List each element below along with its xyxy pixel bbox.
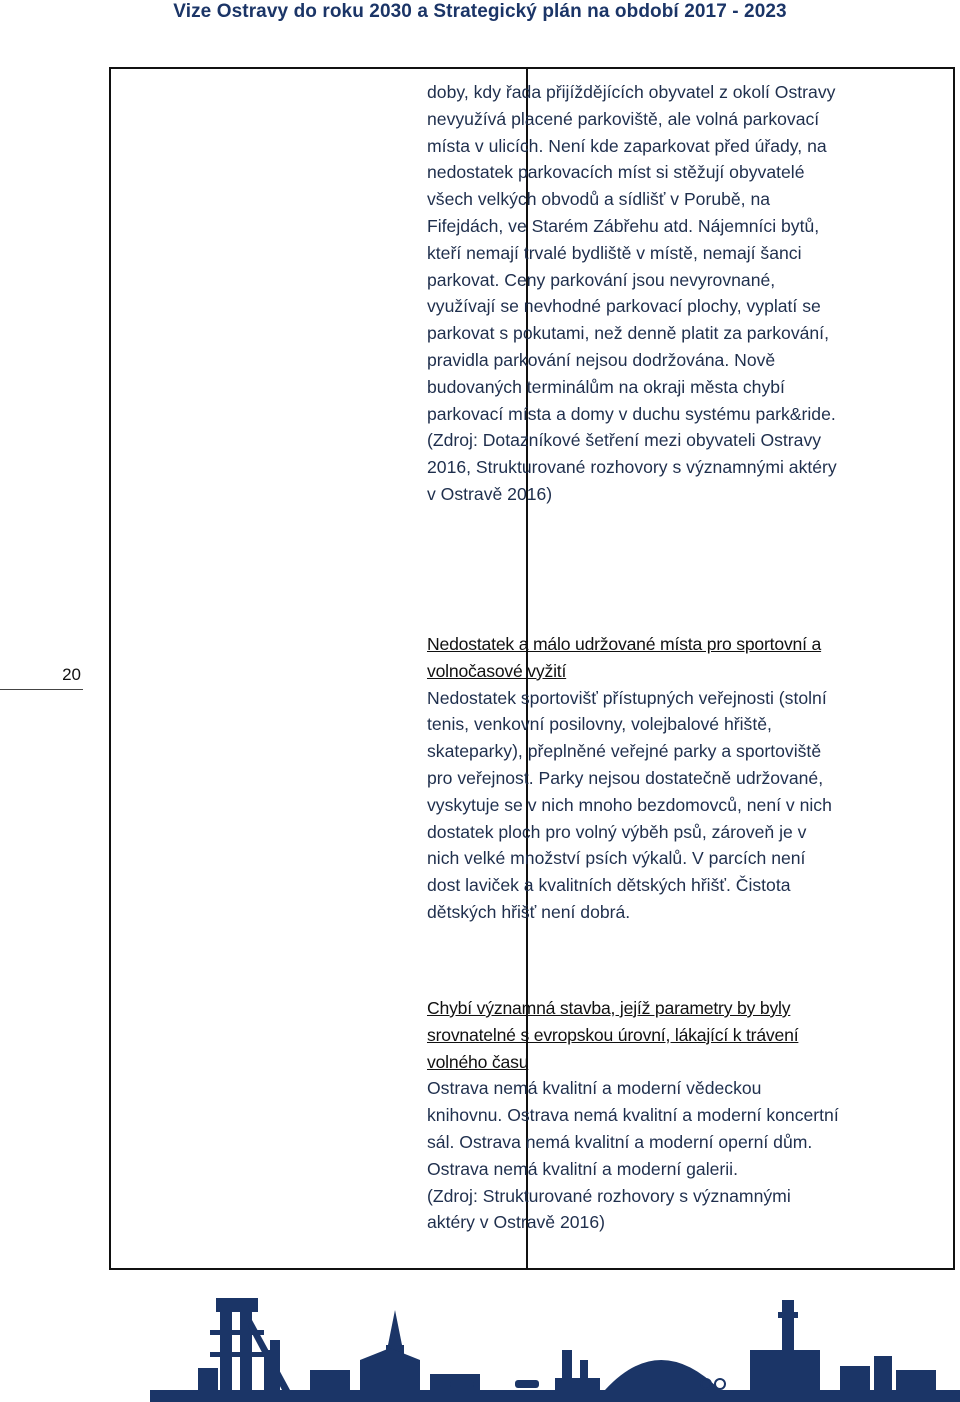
car-icon [515, 1380, 539, 1388]
arena-dome-icon [605, 1360, 720, 1390]
building-block [310, 1370, 350, 1390]
car-icon [450, 1380, 474, 1388]
cell-paragraph: Nedostatek sportovišť přístupných veřejnosti (stolní tenis, venkovní posilovny, volejbalové hřiště, skateparky), přeplněné veřejné parky a sportoviště pro veřejnost. Parky nejsou dostatečně udržované, vyskytuje se v nich mnoho bezdomovců, není v nich dostatek ploch pro volný výběh psů, zároveň je v nich velké množství psích výkalů. V parcích není dost laviček a kvalitních dětských hřišť. Čistota dětských hřišť není dobrá. [427, 687, 832, 922]
mine-headframe-icon [198, 1298, 290, 1390]
town-hall-tower-icon [750, 1300, 820, 1390]
page-header [0, 0, 960, 26]
building-block [896, 1370, 936, 1390]
church-icon [360, 1310, 420, 1390]
cell-paragraph: Ostrava nemá kvalitní a moderní vědeckou knihovnu. Ostrava nemá kvalitní a moderní koncertní sál. Ostrava nemá kvalitní a moderní operní dům. Ostrava nemá kvalitní a moderní galerii. [427, 1078, 839, 1179]
building-block [840, 1366, 870, 1390]
ostrava-skyline-illustration [150, 1290, 960, 1402]
document-title: Vize Ostravy do roku 2030 a Strategický plán na období 2017 - 2023 [173, 1, 787, 22]
building-block [874, 1356, 892, 1390]
table-cell-parking [427, 79, 839, 508]
building-block [555, 1378, 600, 1390]
table-cell-landmark [427, 995, 839, 1236]
cell-source: (Zdroj: Dotazníkové šetření mezi obyvateli Ostravy 2016, Strukturované rozhovory s významnými aktéry v Ostravě 2016) [427, 430, 837, 504]
table-cell-sport [427, 631, 839, 926]
cell-source: (Zdroj: Strukturované rozhovory s významnými aktéry v Ostravě 2016) [427, 1185, 791, 1233]
cell-heading: Chybí významná stavba, jejíž parametry by byly srovnatelné s evropskou úrovní, lákající k trávení volného času [427, 998, 799, 1072]
page-number: 20 [0, 662, 83, 690]
skyline-ground [150, 1390, 960, 1402]
cell-paragraph: doby, kdy řada přijíždějících obyvatel z okolí Ostravy nevyužívá placené parkoviště, ale volná parkovací místa v ulicích. Není kde zaparkovat před úřady, na nedostatek parkovacích míst si stěžují obyvatelé všech velkých obvodů a sídlišť v Porubě, na Fifejdách, ve Starém Zábřehu atd. Nájemníci bytů, kteří nemají trvalé bydliště v místě, nemají šanci parkovat. Ceny parkování jsou nevyrovnané, využívají se nevhodné parkovací plochy, vyplatí se parkovat s pokutami, než denně platit za parkování, pravidla parkování nejsou dodržována. Nově budovaných terminálům na okraji města chybí parkovací místa a domy v duchu systému park&ride. [427, 82, 836, 424]
cell-heading: Nedostatek a málo udržované místa pro sportovní a volnočasové vyžití [427, 634, 822, 681]
